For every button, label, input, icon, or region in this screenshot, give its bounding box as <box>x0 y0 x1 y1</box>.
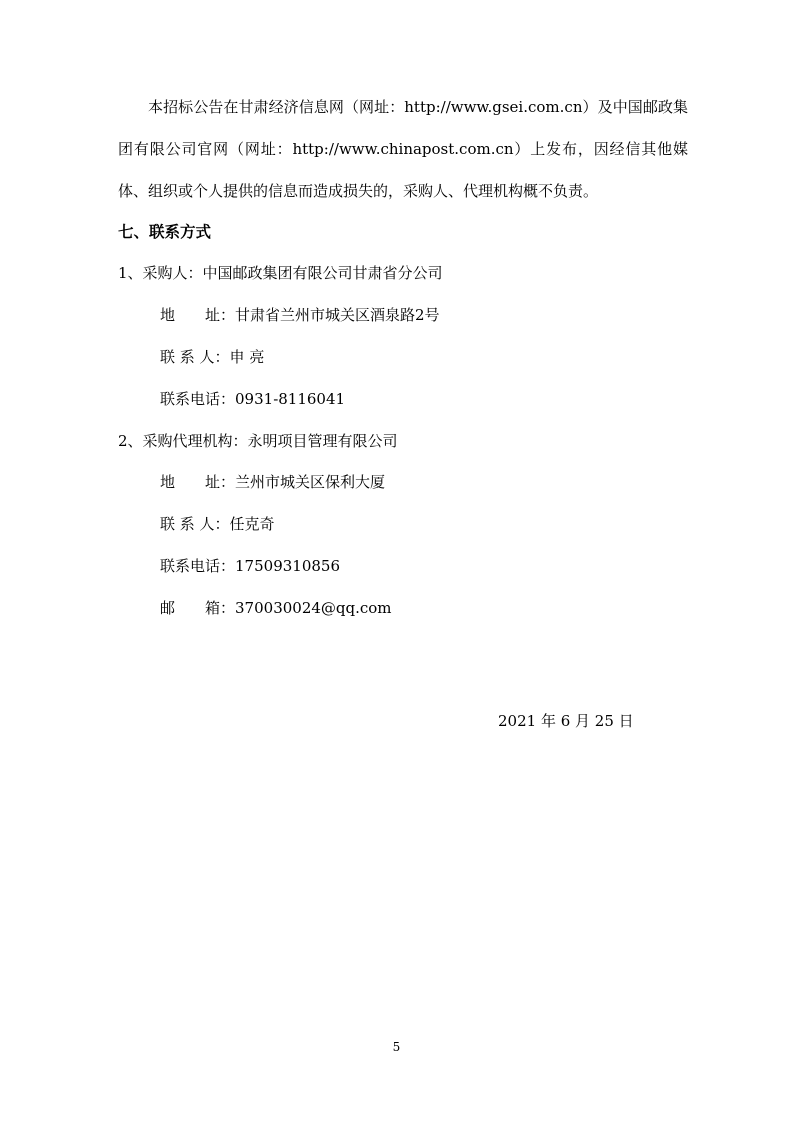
purchaser-contact-label: 联 系 人： <box>160 348 230 366</box>
agency-phone-line <box>160 555 340 576</box>
agency-email-line <box>160 597 392 618</box>
notice-paragraph: 本招标公告在甘肃经济信息网（网址：http://www.gsei.com.cn）及中国邮政集团有限公司官网（网址：http://www.chinapost.com.cn）上发布，因经信其他媒体、组织或个人提供的信息而造成损失的，采购人、代理机构概不负责。 <box>118 98 688 200</box>
agency-email-label: 邮 箱： <box>160 599 236 617</box>
page-number: 5 <box>392 1040 401 1054</box>
purchaser-phone-label: 联系电话： <box>160 390 236 408</box>
agency-contact-label: 联 系 人： <box>160 515 230 533</box>
agency-email: 370030024@qq.com <box>235 599 392 617</box>
purchaser-phone: 0931-8116041 <box>235 390 346 408</box>
purchaser-contact: 申 亮 <box>229 348 265 366</box>
agency-address: 兰州市城关区保利大厦 <box>235 473 386 491</box>
agency-phone-label: 联系电话： <box>160 557 236 575</box>
purchaser-phone-line <box>160 388 345 409</box>
agency-address-line <box>160 471 385 492</box>
purchaser-title: 1、采购人：中国邮政集团有限公司甘肃省分公司 <box>118 264 443 282</box>
purchaser-address: 甘肃省兰州市城关区酒泉路2号 <box>235 306 440 324</box>
agency-contact-line <box>160 513 275 534</box>
agency-title: 2、采购代理机构：永明项目管理有限公司 <box>118 432 398 450</box>
agency-address-label: 地 址： <box>160 473 236 491</box>
purchaser-address-label: 地 址： <box>160 306 236 324</box>
agency-phone: 17509310856 <box>235 557 340 575</box>
purchaser-contact-line <box>160 346 264 367</box>
agency-contact: 任克奇 <box>229 515 275 533</box>
document-date: 2021 年 6 月 25 日 <box>498 712 634 730</box>
section-heading: 七、联系方式 <box>118 223 212 241</box>
purchaser-address-line <box>160 304 440 325</box>
